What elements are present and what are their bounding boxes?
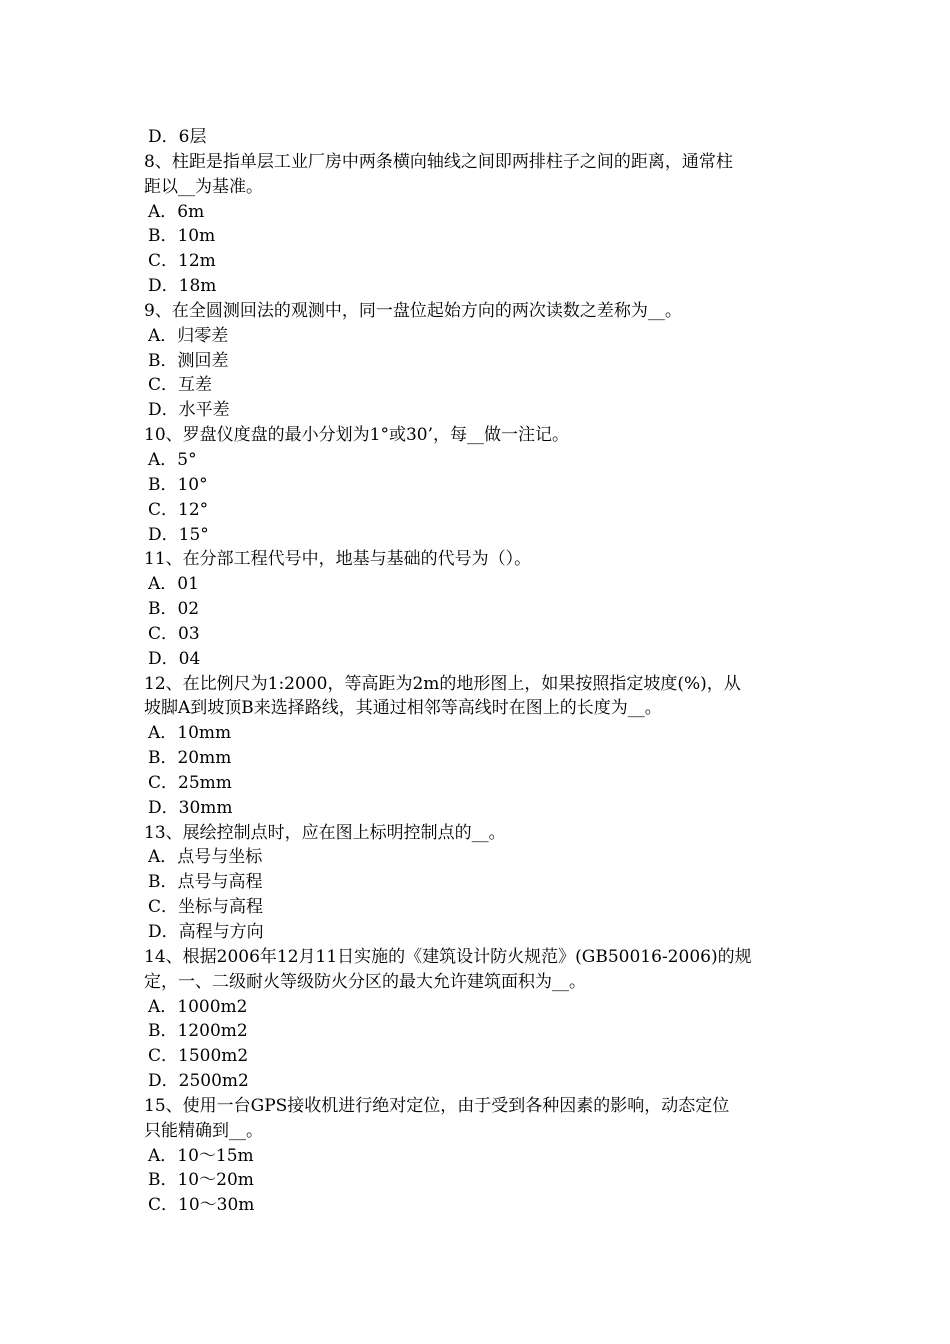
question-text-line: 定，一、二级耐火等级防火分区的最大允许建筑面积为__。 xyxy=(144,971,586,992)
answer-option-line: A．10mm xyxy=(148,723,232,744)
answer-option-line: A．10～15m xyxy=(148,1145,254,1166)
answer-option-line: B．10m xyxy=(148,226,216,247)
question-text-line: 11、在分部工程代号中，地基与基础的代号为（）。 xyxy=(144,549,532,570)
answer-option-line: B．点号与高程 xyxy=(148,872,263,893)
question-text-line: 只能精确到__。 xyxy=(144,1120,263,1141)
answer-option-line: D．高程与方向 xyxy=(148,922,264,942)
answer-option-line: B．02 xyxy=(148,599,200,620)
answer-option-line: A．5° xyxy=(148,449,197,470)
answer-option-line: D．15° xyxy=(148,524,209,545)
answer-option-line: C．坐标与高程 xyxy=(148,897,264,918)
answer-option-line: B．10° xyxy=(148,474,208,495)
answer-option-line: D．18m xyxy=(148,276,217,297)
document-body xyxy=(144,125,812,1218)
answer-option-line: B．20mm xyxy=(148,748,232,769)
answer-option-line: D．04 xyxy=(148,648,201,669)
question-text-line: 12、在比例尺为1:2000，等高距为2m的地形图上，如果按照指定坡度(%)，从 xyxy=(144,673,741,694)
answer-option-line: B．10～20m xyxy=(148,1170,254,1191)
answer-option-line: C．互差 xyxy=(148,375,213,396)
answer-option-line: A．点号与坐标 xyxy=(148,847,263,868)
question-text-line: 13、展绘控制点时，应在图上标明控制点的__。 xyxy=(144,822,506,843)
question-text-line: 15、使用一台GPS接收机进行绝对定位，由于受到各种因素的影响，动态定位 xyxy=(144,1095,730,1116)
answer-option-line: B．测回差 xyxy=(148,350,229,371)
answer-option-line: C．25mm xyxy=(148,772,232,793)
question-text-line: 坡脚A到坡顶B来选择路线，其通过相邻等高线时在图上的长度为__。 xyxy=(144,698,662,719)
answer-option-line: C．12m xyxy=(148,251,216,272)
answer-option-line: C．12° xyxy=(148,499,209,520)
answer-option-line: D．6层 xyxy=(148,127,207,147)
question-text-line: 9、在全圆测回法的观测中，同一盘位起始方向的两次读数之差称为__。 xyxy=(144,300,682,321)
answer-option-line: A．01 xyxy=(148,574,199,595)
question-text-line: 8、柱距是指单层工业厂房中两条横向轴线之间即两排柱子之间的距离，通常柱 xyxy=(144,151,733,172)
answer-option-line: C．10～30m xyxy=(148,1195,255,1216)
answer-option-line: B．1200m2 xyxy=(148,1021,248,1042)
answer-option-line: C．1500m2 xyxy=(148,1046,249,1067)
question-text-line: 10、罗盘仪度盘的最小分划为1°或30’，每__做一注记。 xyxy=(144,425,569,446)
question-text-line: 距以__为基准。 xyxy=(144,176,263,197)
answer-option-line: D．30mm xyxy=(148,797,233,818)
answer-option-line: A．6m xyxy=(148,201,205,222)
answer-option-line: D．水平差 xyxy=(148,400,230,421)
answer-option-line: D．2500m2 xyxy=(148,1071,249,1092)
question-text-line: 14、根据2006年12月11日实施的《建筑设计防火规范》(GB50016-2006)的规 xyxy=(144,946,752,967)
answer-option-line: A．归零差 xyxy=(148,325,229,346)
answer-option-line: C．03 xyxy=(148,623,200,644)
answer-option-line: A．1000m2 xyxy=(148,996,248,1017)
